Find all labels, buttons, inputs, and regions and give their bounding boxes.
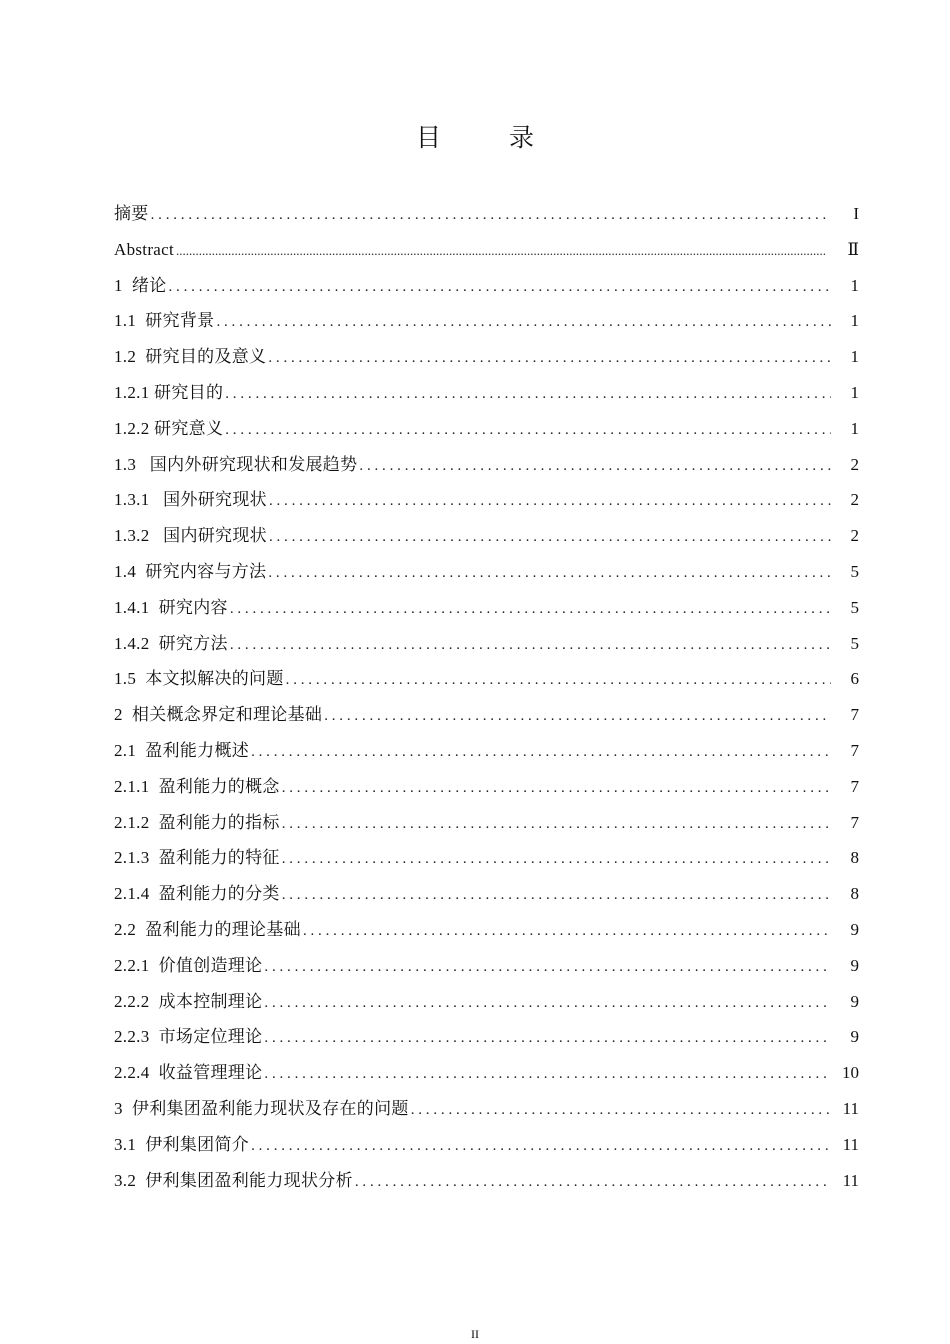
toc-entry-page: 11 xyxy=(842,1170,859,1190)
toc-dot-leader xyxy=(264,950,831,984)
toc-entry[interactable] xyxy=(114,303,861,339)
toc-entry[interactable] xyxy=(114,590,861,626)
toc-entry-page: 1 xyxy=(850,418,859,438)
toc-entry-label: 1.3.1 国外研究现状 xyxy=(114,490,267,510)
toc-entry[interactable] xyxy=(114,840,861,876)
toc-entry-page: 1 xyxy=(850,275,859,295)
toc-entry[interactable] xyxy=(114,232,861,268)
toc-dot-leader xyxy=(269,520,831,554)
toc-entry[interactable] xyxy=(114,447,861,483)
toc-entry-label: 1.3.2 国内研究现状 xyxy=(114,526,267,546)
toc-entry-page: 7 xyxy=(850,740,859,760)
toc-entry[interactable] xyxy=(114,805,861,841)
toc-entry-label: 1.5 本文拟解决的问题 xyxy=(114,669,284,689)
toc-entry-page: 7 xyxy=(850,705,859,725)
toc-entry-label: 2.2.1 价值创造理论 xyxy=(114,955,263,975)
toc-dot-leader xyxy=(303,914,831,948)
toc-entry-label: 2.2.3 市场定位理论 xyxy=(114,1027,263,1047)
toc-entry-page: 2 xyxy=(850,454,859,474)
toc-entry-label: 1.2 研究目的及意义 xyxy=(114,347,267,367)
toc-entry-page: 7 xyxy=(850,812,859,832)
toc-entry-label: 2.2 盈利能力的理论基础 xyxy=(114,919,301,939)
toc-entry-page: 9 xyxy=(850,955,859,975)
toc-dot-leader xyxy=(282,807,831,841)
toc-entry-page: 5 xyxy=(850,633,859,653)
toc-entry-label: 1.2.1 研究目的 xyxy=(114,382,224,402)
toc-entry-label: 摘要 xyxy=(114,204,149,223)
toc-entry[interactable] xyxy=(114,482,861,518)
toc-entry-page: 11 xyxy=(842,1134,859,1154)
toc-entry[interactable] xyxy=(114,339,861,375)
toc-entry[interactable] xyxy=(114,697,861,733)
page-title: 目 录 xyxy=(416,123,564,152)
toc-entry-page: 1 xyxy=(850,382,859,402)
footer-page-number: II xyxy=(471,1327,479,1341)
toc-dot-leader xyxy=(282,842,831,876)
toc-entry-page: I xyxy=(853,204,859,223)
toc-dot-leader xyxy=(359,449,831,483)
toc-entry[interactable] xyxy=(114,375,861,411)
toc-dot-leader xyxy=(216,305,831,339)
toc-dot-leader xyxy=(324,699,831,733)
toc-entry-page: 9 xyxy=(850,1027,859,1047)
toc-entry[interactable] xyxy=(114,1019,861,1055)
toc-dot-leader xyxy=(264,1021,831,1055)
toc-entry-label: 3 伊利集团盈利能力现状及存在的问题 xyxy=(114,1098,409,1118)
toc-entry-label: 2.1.3 盈利能力的特征 xyxy=(114,848,280,868)
toc-entry-label: 2 相关概念界定和理论基础 xyxy=(114,705,323,725)
toc-dot-leader xyxy=(355,1165,831,1199)
toc-entry-page: 8 xyxy=(850,848,859,868)
toc-dot-leader xyxy=(411,1093,831,1127)
toc-dot-leader xyxy=(151,198,831,232)
toc-entry[interactable] xyxy=(114,196,861,232)
toc-entry[interactable] xyxy=(114,733,861,769)
toc-entry-label: 2.2.2 成本控制理论 xyxy=(114,991,263,1011)
toc-entry-page: 2 xyxy=(850,490,859,510)
toc-dot-leader xyxy=(230,628,831,662)
toc-dot-leader xyxy=(230,592,831,626)
toc-entry[interactable] xyxy=(114,948,861,984)
toc-entry[interactable] xyxy=(114,411,861,447)
toc-entry[interactable] xyxy=(114,554,861,590)
toc-dot-leader xyxy=(225,377,831,411)
toc-entry-page: 10 xyxy=(842,1063,859,1083)
toc-dot-leader xyxy=(251,1129,831,1163)
toc-entry-label: 2.1.4 盈利能力的分类 xyxy=(114,884,280,904)
toc-dot-leader xyxy=(269,484,831,518)
toc-entry-label: 1 绪论 xyxy=(114,275,167,295)
toc-dot-leader xyxy=(282,878,831,912)
toc-entry-label: 2.1.1 盈利能力的概念 xyxy=(114,776,280,796)
toc-entry-label: 1.2.2 研究意义 xyxy=(114,418,224,438)
toc-dot-leader xyxy=(282,771,831,805)
toc-entry-page: 2 xyxy=(850,526,859,546)
toc-entry-label: 2.2.4 收益管理理论 xyxy=(114,1063,263,1083)
toc-entry[interactable] xyxy=(114,626,861,662)
toc-entry-label: 1.4.1 研究内容 xyxy=(114,597,228,617)
toc-entry[interactable] xyxy=(114,876,861,912)
toc-entry-page: 1 xyxy=(850,347,859,367)
toc-entry-label: 2.1 盈利能力概述 xyxy=(114,740,250,760)
toc-entry-label: 1.3 国内外研究现状和发展趋势 xyxy=(114,454,358,474)
toc-entry-label: Abstract xyxy=(114,239,174,259)
toc-entry[interactable] xyxy=(114,984,861,1020)
toc-dot-leader xyxy=(286,663,831,697)
toc-entry-label: 1.1 研究背景 xyxy=(114,311,215,331)
toc-entry-page: 9 xyxy=(850,991,859,1011)
toc-entry-page: 5 xyxy=(850,597,859,617)
toc-entry[interactable] xyxy=(114,912,861,948)
toc-entry[interactable] xyxy=(114,1127,861,1163)
toc-entry[interactable] xyxy=(114,769,861,805)
toc-entry-page: 5 xyxy=(850,561,859,581)
toc-entry-page: 8 xyxy=(850,884,859,904)
toc-dot-leader xyxy=(169,270,832,304)
toc-entry[interactable] xyxy=(114,1163,861,1199)
toc-dot-leader xyxy=(225,413,831,447)
toc-entry-label: 3.1 伊利集团简介 xyxy=(114,1134,250,1154)
table-of-contents xyxy=(114,196,861,1198)
toc-dot-leader xyxy=(264,1057,831,1091)
toc-entry-label: 2.1.2 盈利能力的指标 xyxy=(114,812,280,832)
toc-entry[interactable] xyxy=(114,1055,861,1091)
toc-entry-page: 6 xyxy=(850,669,859,689)
toc-dot-leader xyxy=(268,556,831,590)
toc-entry[interactable] xyxy=(114,268,861,304)
toc-dot-leader xyxy=(264,986,831,1020)
toc-entry[interactable] xyxy=(114,1091,861,1127)
toc-entry-label: 1.4 研究内容与方法 xyxy=(114,561,267,581)
toc-entry[interactable] xyxy=(114,661,861,697)
toc-entry-page: Ⅱ xyxy=(847,239,859,259)
toc-entry-page: 1 xyxy=(850,311,859,331)
toc-entry-page: 11 xyxy=(842,1098,859,1118)
toc-entry-label: 3.2 伊利集团盈利能力现状分析 xyxy=(114,1170,353,1190)
toc-dot-leader xyxy=(176,233,831,268)
toc-dot-leader xyxy=(268,341,831,375)
toc-entry-page: 9 xyxy=(850,919,859,939)
toc-entry[interactable] xyxy=(114,518,861,554)
toc-entry-label: 1.4.2 研究方法 xyxy=(114,633,228,653)
toc-entry-page: 7 xyxy=(850,776,859,796)
toc-dot-leader xyxy=(251,735,831,769)
